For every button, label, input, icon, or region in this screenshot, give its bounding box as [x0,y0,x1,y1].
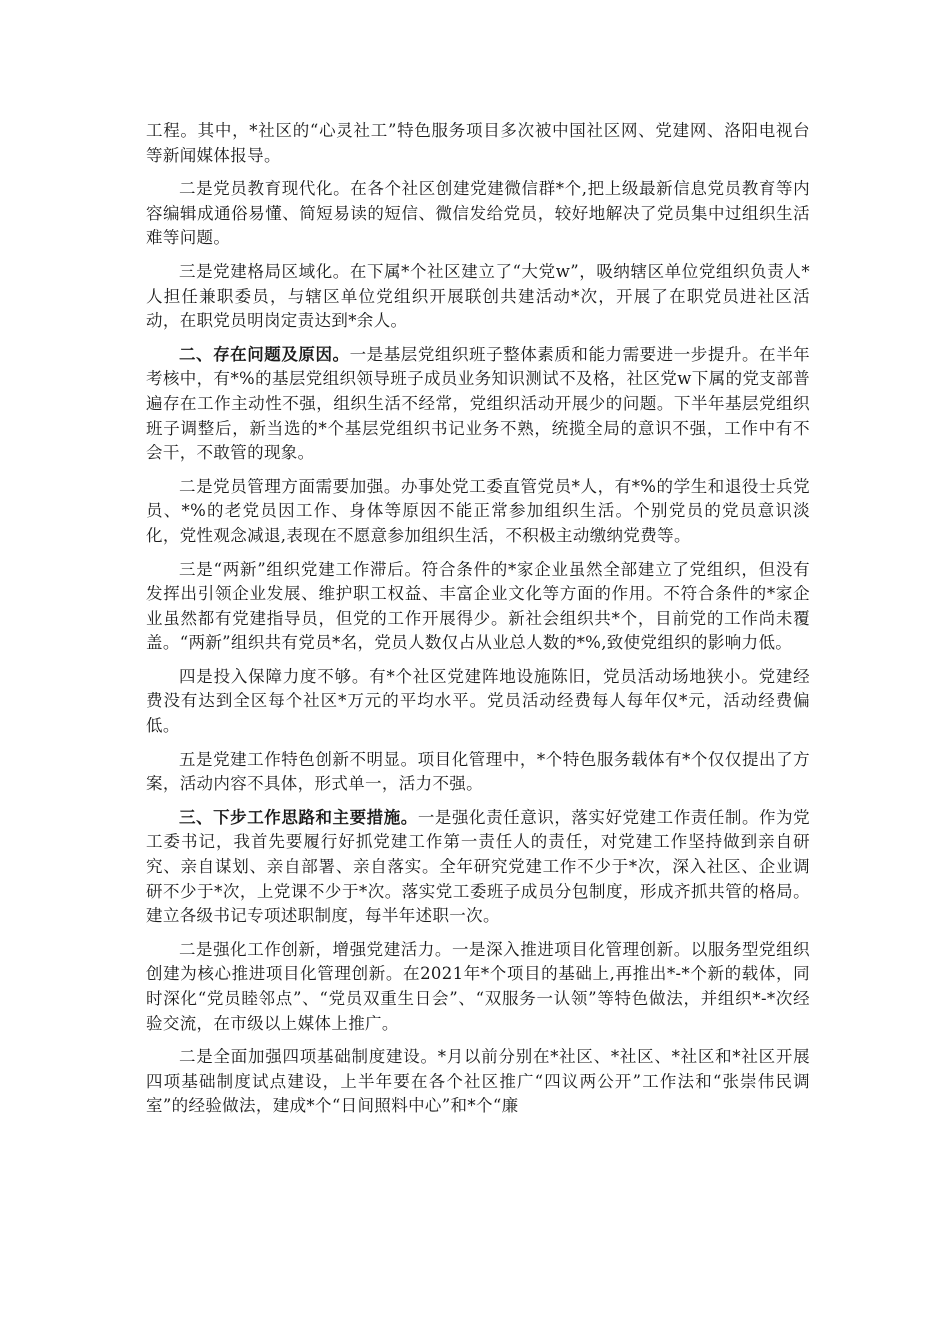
paragraph-text: 三是“两新”组织党建工作滞后。符合条件的*家企业虽然全部建立了党组织，但没有发挥出引领企业发展、维护职工权益、丰富企业文化等方面的作用。不符合条件的*家企业虽然都有党建指导员，但党的工作开展得少。新社会组织共*个，目前党的工作尚未覆盖。“两新”组织共有党员*名，党员人数仅占从业总人数的*%,致使党组织的影响力低。 [146,559,810,653]
paragraph-9 [146,806,810,929]
paragraph-3 [146,260,810,334]
paragraph-text: 三是党建格局区域化。在下属*个社区建立了“大党w”，吸纳辖区单位党组织负责人*人担任兼职委员，与辖区单位党组织开展联创共建活动*次，开展了在职党员进社区活动，在职党员明岗定责达到*余人。 [146,261,810,331]
paragraph-text: 四是投入保障力度不够。有*个社区党建阵地设施陈旧，党员活动场地狭小。党建经费没有达到全区每个社区*万元的平均水平。党员活动经费每人每年仅*元，活动经费偏低。 [146,666,810,736]
paragraph-text: 一是强化责任意识，落实好党建工作责任制。作为党工委书记，我首先要履行好抓党建工作第一责任人的责任，对党建工作坚持做到亲自研究、亲自谋划、亲自部署、亲自落实。全年研究党建工作不少于*次，深入社区、企业调研不少于*次，上党课不少于*次。落实党工委班子成员分包制度，形成齐抓共管的格局。建立各级书记专项述职制度，每半年述职一次。 [146,807,810,926]
paragraph-8 [146,748,810,797]
paragraph-text: 工程。其中，*社区的“心灵社工”特色服务项目多次被中国社区网、党建网、洛阳电视台等新闻媒体报导。 [146,121,810,165]
paragraph-text: 一是基层党组织班子整体素质和能力需要进一步提升。在半年考核中，有*%的基层党组织领导班子成员业务知识测试不及格，社区党w下属的党支部普遍存在工作主动性不强，组织生活不经常，党组织活动开展少的问题。下半年基层党组织班子调整后，新当选的*个基层党组织书记业务不熟，统揽全局的意识不强，工作中有不会干，不敢管的现象。 [146,344,811,463]
section-heading-2: 二、存在问题及原因。 [179,344,350,364]
paragraph-4 [146,343,810,466]
section-heading-3: 三、下步工作思路和主要措施。 [179,807,418,827]
paragraph-text: 二是党员教育现代化。在各个社区创建党建微信群*个,把上级最新信息党员教育等内容编辑成通俗易懂、简短易读的短信、微信发给党员，较好地解决了党员集中过组织生活难等问题。 [146,179,810,248]
document-body [146,119,810,1128]
paragraph-text: 五是党建工作特色创新不明显。项目化管理中，*个特色服务载体有*个仅仅提出了方案，活动内容不具体，形式单一，活力不强。 [146,749,810,794]
paragraph-10 [146,938,810,1036]
paragraph-11 [146,1045,810,1119]
paragraph-text: 二是全面加强四项基础制度建设。*月以前分别在*社区、*社区、*社区和*社区开展四项基础制度试点建设，上半年要在各个社区推广“四议两公开”工作法和“张崇伟民调室”的经验做法，建成*个“日间照料中心”和*个“廉 [146,1047,810,1116]
paragraph-2 [146,177,810,251]
paragraph-text: 二是党员管理方面需要加强。办事处党工委直管党员*人，有*%的学生和退役士兵党员、*%的老党员因工作、身体等原因不能正常参加组织生活。个别党员的党员意识淡化，党性观念减退,表现在不愿意参加组织生活，不积极主动缴纳党费等。 [146,476,810,545]
paragraph-6 [146,558,810,656]
paragraph-1 [146,119,810,168]
paragraph-text: 二是强化工作创新，增强党建活力。一是深入推进项目化管理创新。以服务型党组织创建为核心推进项目化管理创新。在2021年*个项目的基础上,再推出*-*个新的载体，同时深化“党员睦邻点”、“党员双重生日会”、“双服务一认领”等特色做法，并组织*-*次经验交流，在市级以上媒体上推广。 [146,939,810,1033]
paragraph-7 [146,665,810,739]
paragraph-5 [146,475,810,549]
